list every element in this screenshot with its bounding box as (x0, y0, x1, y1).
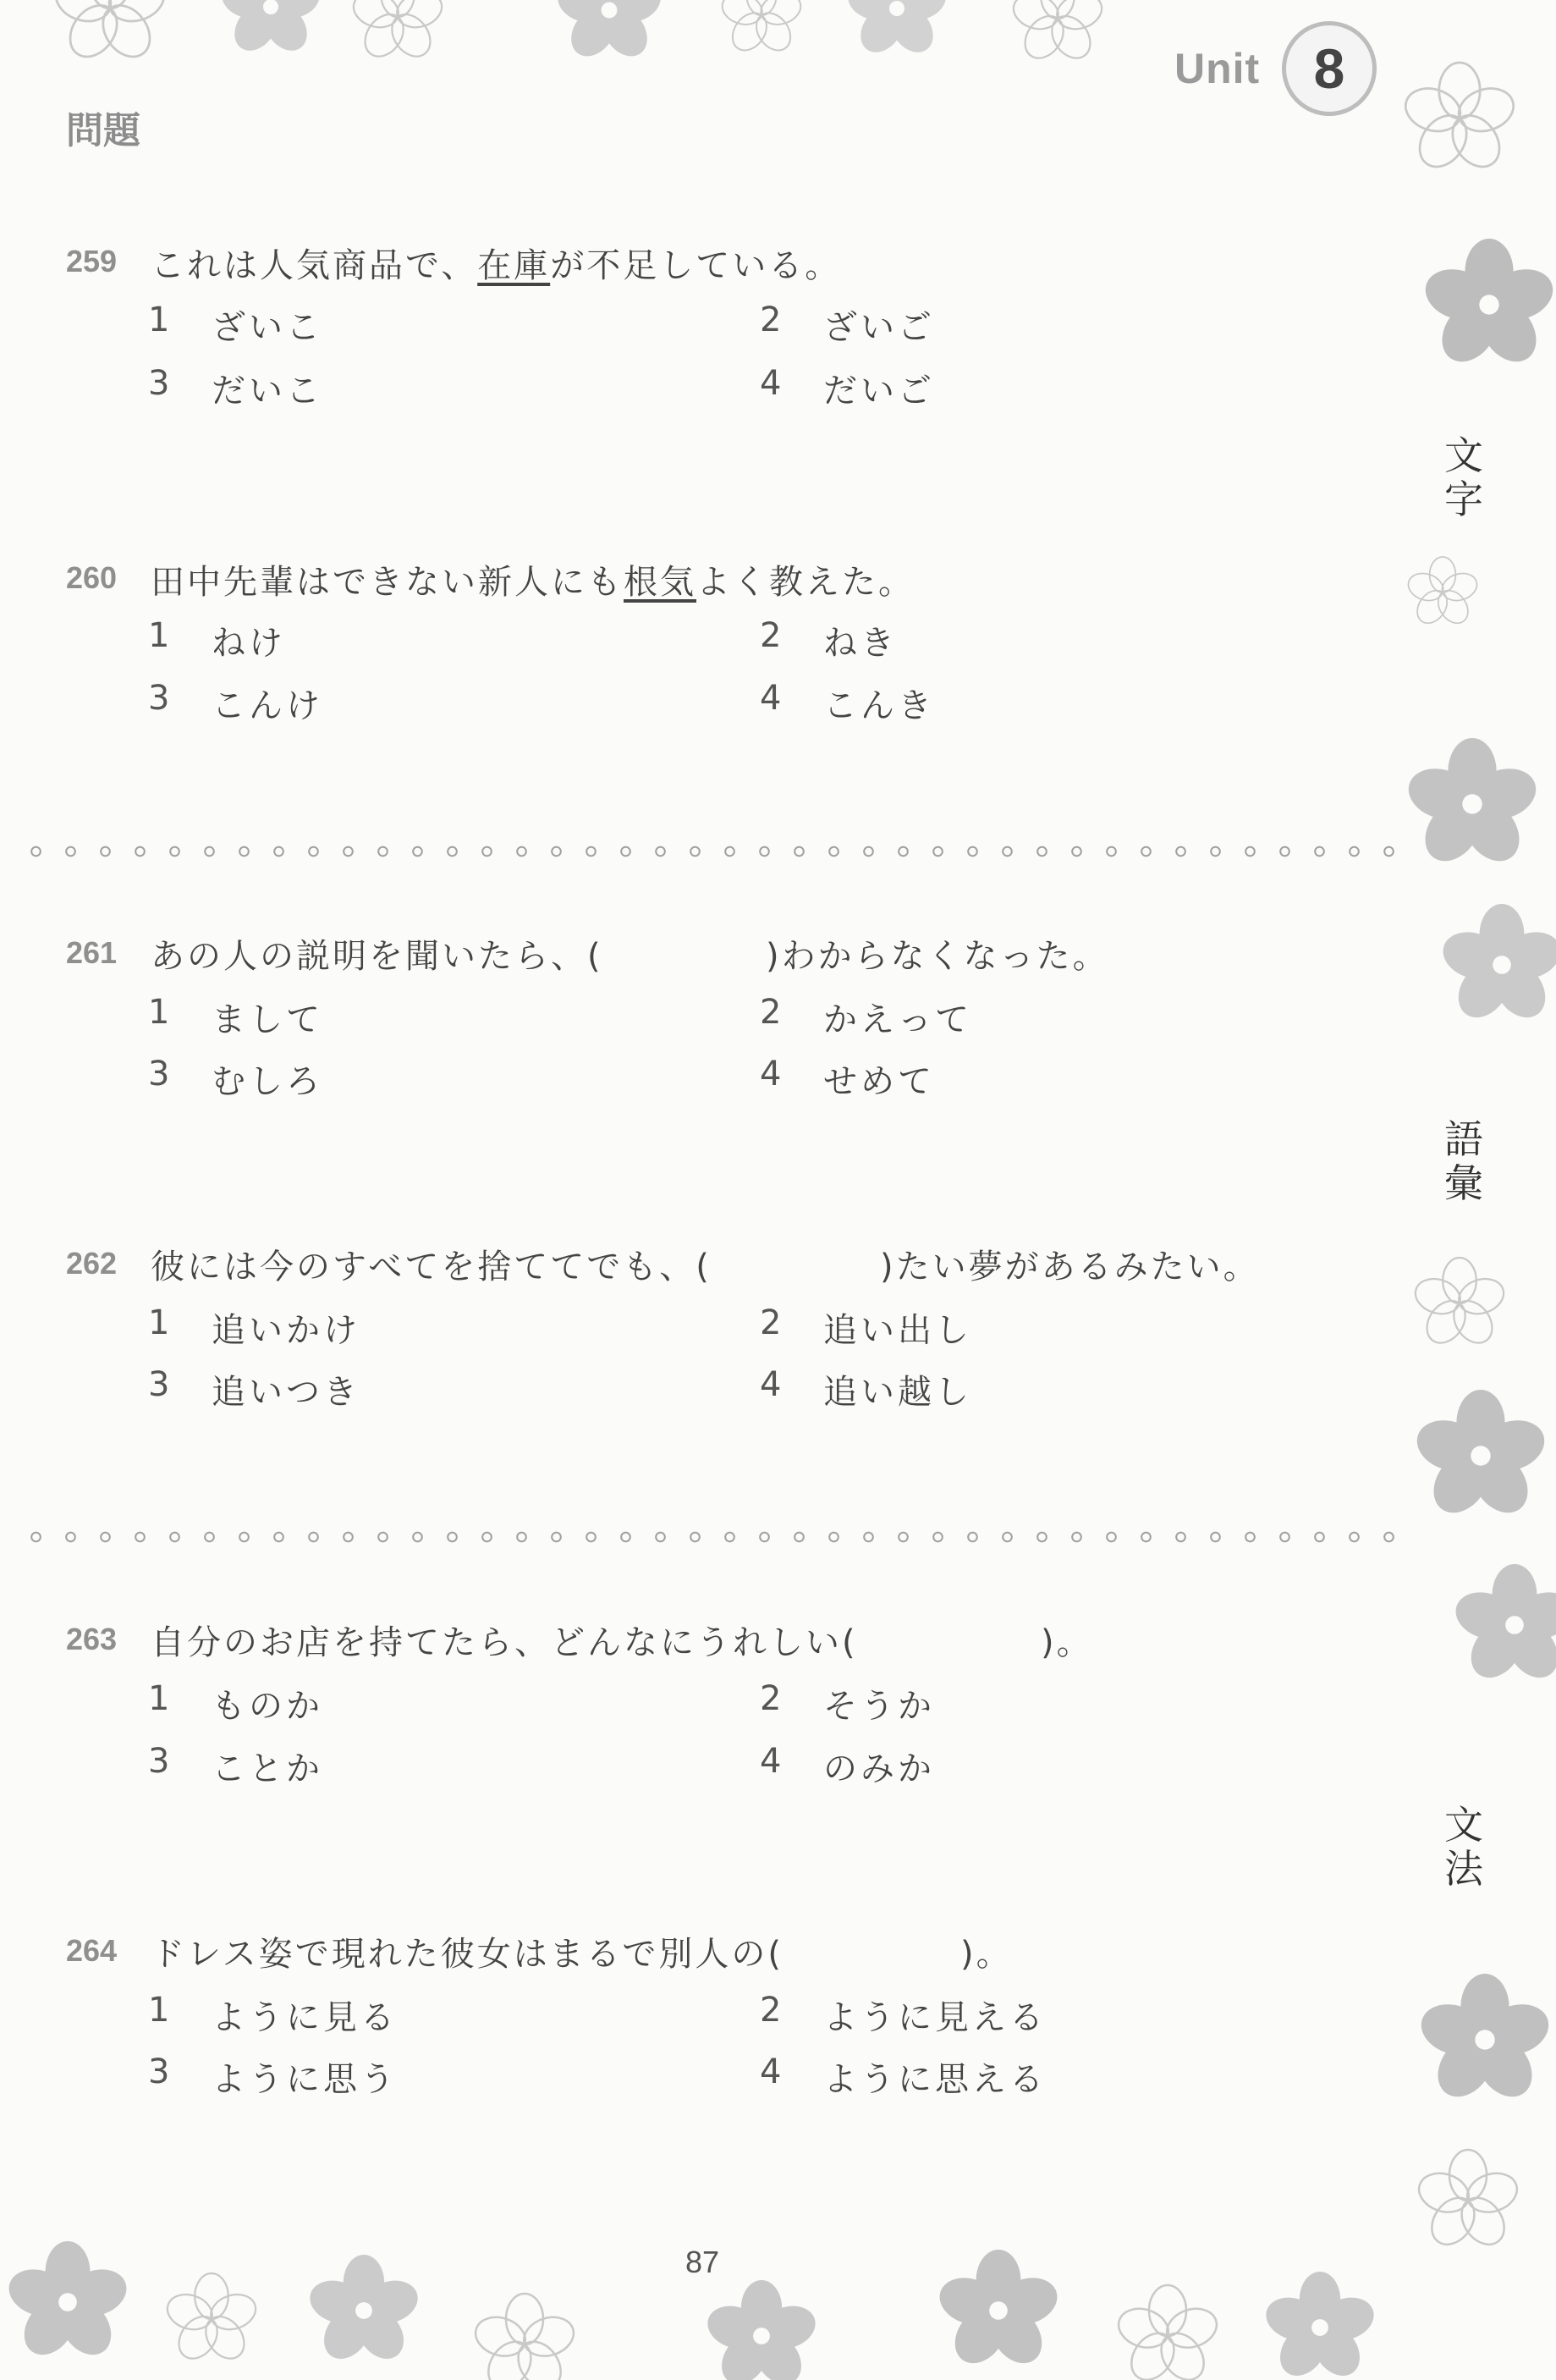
question-text: これは人気商品で、在庫が不足している。 (151, 246, 842, 285)
question-text-before-blank: 彼には今のすべてを捨ててでも、( (151, 1248, 712, 1286)
option-text[interactable]: ねき (823, 624, 898, 663)
option-number: 2 (760, 616, 782, 655)
question-text: 田中先輩はできない新人にも根気よく教えた。 (151, 563, 915, 602)
option-text[interactable]: のみか (823, 1749, 935, 1788)
option-number: 2 (760, 1991, 782, 2030)
page-number: 87 (685, 2245, 720, 2279)
section-title: 問題 (66, 109, 140, 152)
option-text[interactable]: まして (212, 1000, 323, 1039)
question-text-before-blank: ドレス姿で現れた彼女はまるで別人の( (151, 1935, 784, 1974)
question-number: 264 (66, 1933, 118, 1968)
option-text[interactable]: こんけ (212, 686, 323, 725)
option-text[interactable]: むしろ (212, 1062, 323, 1101)
option-text[interactable]: ように見える (823, 1998, 1047, 2037)
option-number: 2 (760, 993, 782, 1032)
option-text[interactable]: かえって (823, 1000, 972, 1039)
option-number: 2 (760, 300, 782, 339)
option-text[interactable]: ざいこ (212, 308, 323, 347)
option-text[interactable]: 追いかけ (212, 1311, 360, 1350)
side-tab-moji[interactable]: 文字 (1444, 432, 1483, 522)
option-text[interactable]: ものか (212, 1687, 323, 1726)
option-number: 1 (148, 616, 170, 655)
option-number: 4 (760, 2052, 782, 2091)
underlined-word: 根気 (624, 563, 696, 602)
option-number: 1 (148, 1991, 170, 2030)
option-number: 3 (148, 1055, 170, 1094)
question-number: 260 (66, 560, 118, 595)
option-text[interactable]: だいご (823, 372, 935, 410)
question-text-before-blank: あの人の説明を聞いたら、( (151, 937, 603, 976)
option-text[interactable]: ことか (212, 1749, 323, 1788)
option-number: 4 (760, 1365, 782, 1404)
question-text-after-blank: )。 (960, 1935, 1013, 1974)
option-text[interactable]: 追い越し (823, 1373, 972, 1412)
option-number: 1 (148, 1679, 170, 1718)
option-number: 4 (760, 1742, 782, 1781)
option-text[interactable]: ように思える (823, 2060, 1047, 2099)
option-text[interactable]: ねけ (212, 624, 286, 663)
question-number: 262 (66, 1246, 118, 1281)
option-number: 1 (148, 1303, 170, 1342)
option-text[interactable]: せめて (823, 1062, 935, 1101)
option-text[interactable]: 追い出し (823, 1311, 972, 1350)
option-number: 4 (760, 679, 782, 718)
option-text[interactable]: ざいご (823, 308, 935, 347)
option-number: 3 (148, 364, 170, 403)
option-number: 3 (148, 1742, 170, 1781)
option-number: 4 (760, 364, 782, 403)
option-number: 3 (148, 1365, 170, 1404)
option-number: 1 (148, 300, 170, 339)
dotted-divider (19, 845, 1406, 858)
option-number: 2 (760, 1679, 782, 1718)
option-text[interactable]: 追いつき (212, 1373, 360, 1412)
unit-number: 8 (1313, 37, 1345, 100)
option-number: 3 (148, 2052, 170, 2091)
unit-label: Unit (1174, 45, 1261, 92)
option-number: 3 (148, 679, 170, 718)
option-text[interactable]: ように思う (212, 2060, 398, 2099)
question-text-after-blank: )。 (1041, 1623, 1093, 1662)
side-tab-goi[interactable]: 語彙 (1444, 1116, 1483, 1206)
question-text-after-blank: )たい夢があるみたい。 (880, 1248, 1260, 1286)
option-text[interactable]: そうか (823, 1687, 935, 1726)
option-text[interactable]: こんき (823, 686, 935, 725)
option-text[interactable]: ように見る (212, 1998, 398, 2037)
question-number: 259 (66, 244, 118, 278)
question-text-before-blank: 自分のお店を持てたら、どんなにうれしい( (151, 1623, 858, 1662)
option-number: 4 (760, 1055, 782, 1094)
option-number: 2 (760, 1303, 782, 1342)
side-tab-bunpo[interactable]: 文法 (1444, 1802, 1483, 1892)
dotted-divider (19, 1530, 1406, 1544)
option-text[interactable]: だいこ (212, 372, 323, 410)
underlined-word: 在庫 (477, 246, 551, 285)
question-text-after-blank: )わからなくなった。 (766, 937, 1109, 976)
question-number: 261 (66, 935, 118, 970)
option-number: 1 (148, 993, 170, 1032)
question-number: 263 (66, 1622, 118, 1656)
